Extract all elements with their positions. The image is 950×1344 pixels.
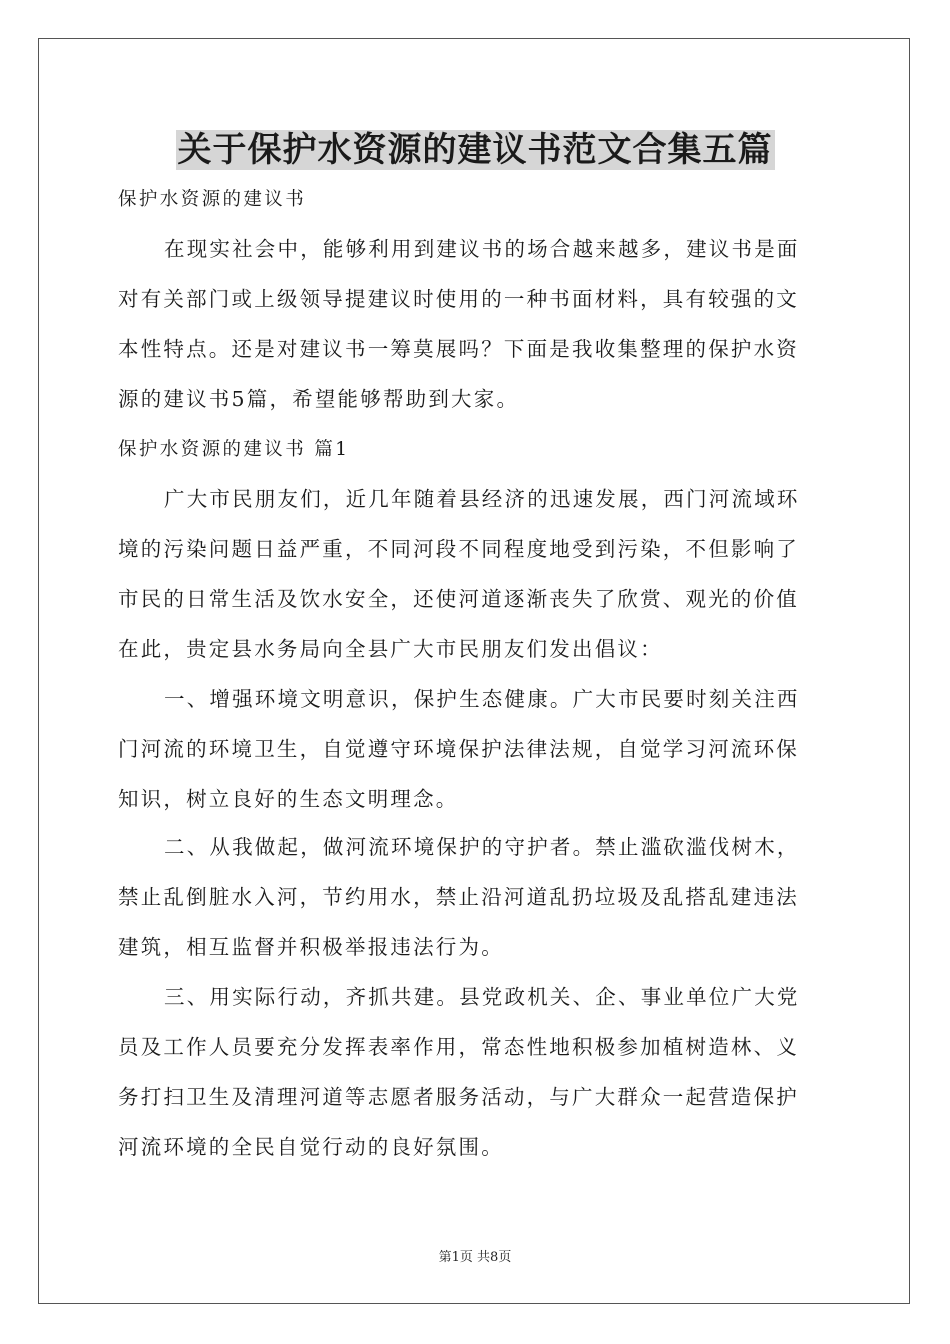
paragraph-line: 广大市民朋友们，近几年随着县经济的迅速发展，西门河流域环 [164, 487, 800, 511]
paragraph-line: 在此，贵定县水务局向全县广大市民朋友们发出倡议： [118, 637, 663, 661]
paragraph-line: 河流环境的全民自觉行动的良好氛围。 [118, 1135, 504, 1159]
page-number-footer: 第1页 共8页 [438, 1250, 512, 1265]
paragraph-line: 二、从我做起，做河流环境保护的守护者。禁止滥砍滥伐树木， [164, 835, 800, 859]
page-border [38, 38, 910, 1304]
intro-line: 对有关部门或上级领导提建议时使用的一种书面材料，具有较强的文 [118, 287, 799, 311]
paragraph-line: 三、用实际行动，齐抓共建。县党政机关、企、事业单位广大党 [164, 985, 800, 1009]
intro-line: 源的建议书5篇，希望能够帮助到大家。 [118, 387, 520, 411]
paragraph-line: 门河流的环境卫生，自觉遵守环境保护法律法规，自觉学习河流环保 [118, 737, 799, 761]
paragraph-line: 员及工作人员要充分发挥表率作用，常态性地积极参加植树造林、义 [118, 1035, 799, 1059]
paragraph-line: 建筑，相互监督并积极举报违法行为。 [118, 935, 504, 959]
document-title: 关于保护水资源的建议书范文合集五篇 [177, 130, 773, 170]
intro-line: 本性特点。还是对建议书一筹莫展吗？下面是我收集整理的保护水资 [118, 337, 799, 361]
paragraph-line: 市民的日常生活及饮水安全，还使河道逐渐丧失了欣赏、观光的价值 [118, 587, 799, 611]
section-heading: 保护水资源的建议书 篇1 [118, 439, 350, 460]
intro-line: 在现实社会中，能够利用到建议书的场合越来越多，建议书是面 [164, 237, 800, 261]
document-subtitle: 保护水资源的建议书 [118, 189, 307, 210]
paragraph-line: 一、增强环境文明意识，保护生态健康。广大市民要时刻关注西 [164, 687, 800, 711]
paragraph-line: 禁止乱倒脏水入河，节约用水，禁止沿河道乱扔垃圾及乱搭乱建违法 [118, 885, 799, 909]
paragraph-line: 知识，树立良好的生态文明理念。 [118, 787, 459, 811]
paragraph-line: 务打扫卫生及清理河道等志愿者服务活动，与广大群众一起营造保护 [118, 1085, 799, 1109]
paragraph-line: 境的污染问题日益严重，不同河段不同程度地受到污染，不但影响了 [118, 537, 799, 561]
